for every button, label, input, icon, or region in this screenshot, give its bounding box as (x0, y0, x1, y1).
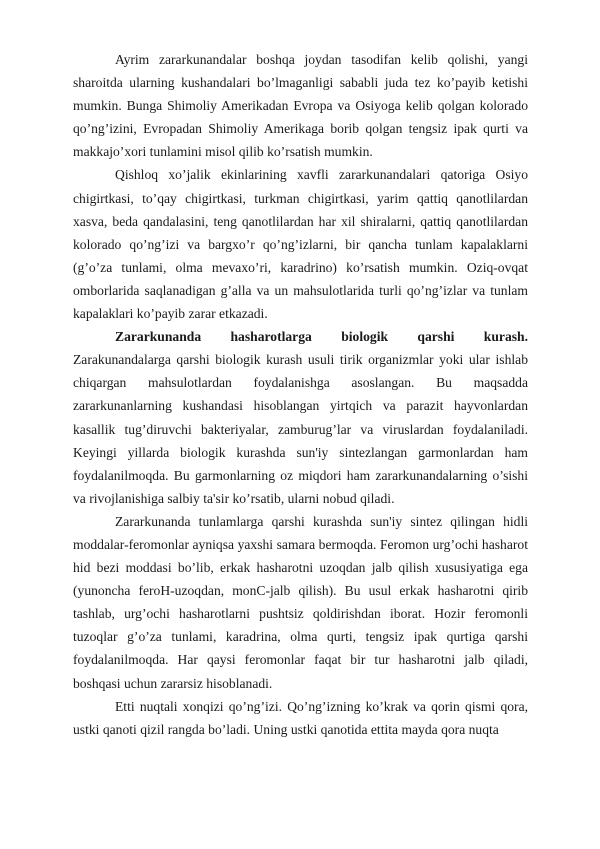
document-body (73, 48, 528, 741)
paragraph-introduced-pests: Ayrim zararkunandalar boshqa joydan tasodifan kelib qolishi, yangi sharoitda ularning kushandalari bo’lmaganligi sababli juda tez ko’payib ketishi mumkin. Bunga Shimoliy Amerikadan Evropa va Osiyoga kelib qolgan kolorado qo’ng’izini, Evropadan Shimoliy Amerikaga borib qolgan tengsiz ipak qurti va makkajo’xori tunlamini misol qilib ko’rsatish mumkin. (73, 52, 528, 160)
section-heading-text: Zarakunandalarga qarshi biologik kurash usuli tirik organizmlar yoki ular ishlab chiqargan mahsulotlardan foydalanishga asoslangan. Bu maqsadda zararkunanlarning kushandasi hisoblangan yirtqich va parazit hayvonlardan kasallik tug’diruvchi bakteriyalar, zamburug’lar va viruslardan foydalaniladi. Keyingi yillarda biologik kurashda sun'iy sintezlangan garmonlardan ham foydalanilmoqda. Bu garmonlarning oz miqdori ham zararkunandalarning o’sishi va rivojlanishiga salbiy ta'sir ko’rsatib, ularni nobud qiladi. (73, 352, 528, 506)
paragraph-dangerous-pests: Qishloq xo’jalik ekinlarining xavfli zararkunandalari qatoriga Osiyo chigirtkasi, to’qay chigirtkasi, turkman chigirtkasi, yarim qattiq qanotlilardan xasva, beda qandalasini, teng qanotlilardan har xil shiralarni, qattiq qanotlilardan kolorado qo’ng’izi va bargxo’r qo’ng’izlarni, bir qancha tunlam kapalaklarni (g’o’za tunlami, olma mevaxo’ri, karadrino) ko’rsatish mumkin. Oziq-ovqat omborlarida saqlanadigan g’alla va un mahsulotlarida turli qo’ng’izlar va tunlam kapalaklari ko’payib zarar etkazadi. (73, 167, 528, 322)
paragraph-ladybird: Etti nuqtali xonqizi qo’ng’izi. Qo’ng’izning ko’krak va qorin qismi qora, ustki qanoti qizil rangda bo’ladi. Uning ustki qanotida ettita mayda qora nuqta (73, 698, 528, 737)
paragraph-biological-control (73, 325, 528, 510)
paragraph-pheromones: Zararkunanda tunlamlarga qarshi kurashda sun'iy sintez qilingan hidli moddalar-feromonlar ayniqsa yaxshi samara bermoqda. Feromon urg’ochi hasharot hid bezi moddasi bo’lib, erkak hasharotni uzoqdan jalb qilish xususiyatiga ega (yunoncha feroH-uzoqdan, monC-jalb qilish). Bu usul erkak hasharotni qirib tashlab, urg’ochi hasharotlarni pushtsiz qoldirishdan iborat. Hozir feromonli tuzoqlar g’o’za tunlami, karadrina, olma qurti, tengsiz ipak qurtiga qarshi foydalanilmoqda. Har qaysi feromonlar faqat bir tur hasharotni jalb qiladi, boshqasi uchun zararsiz hisoblanadi. (73, 513, 528, 691)
section-heading: Zararkunanda hasharotlarga biologik qarshi kurash. (115, 329, 528, 345)
